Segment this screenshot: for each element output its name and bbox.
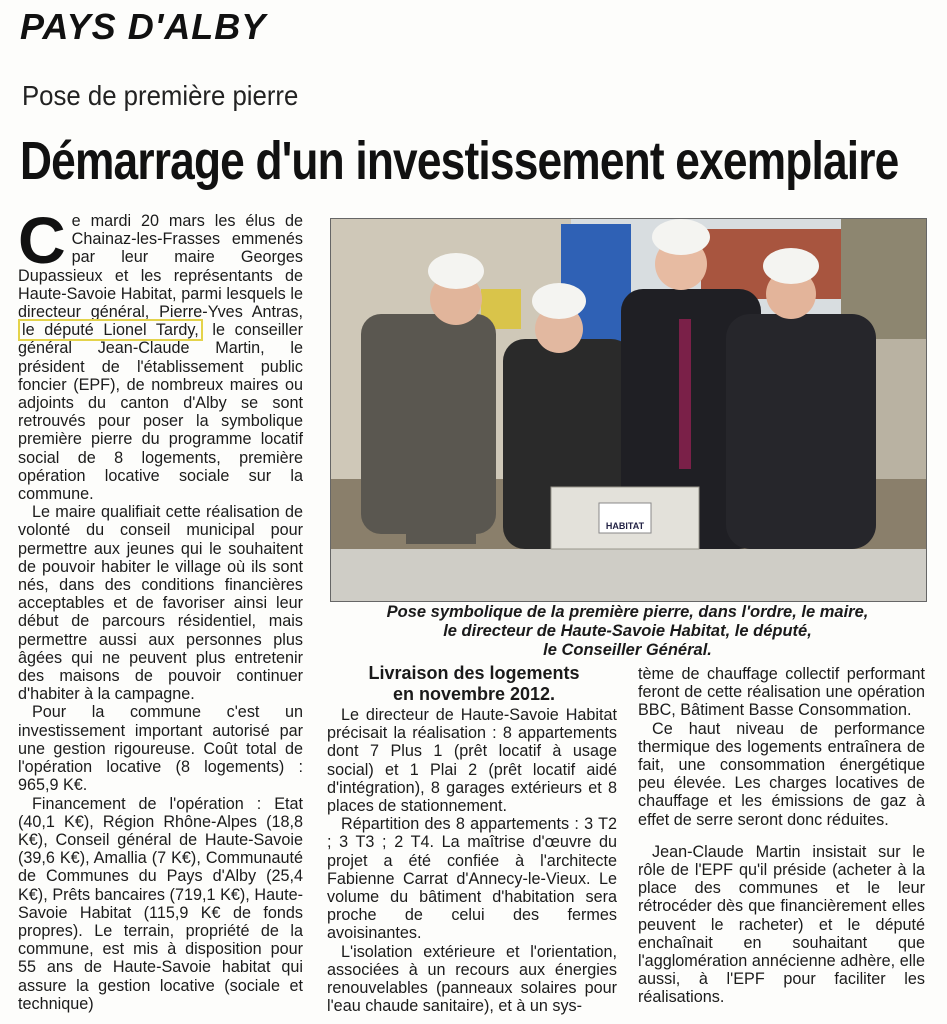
stone-label: HABITAT bbox=[605, 521, 645, 531]
paragraph: Le directeur de Haute-Savoie Habitat précisait la réalisation : 8 appartements dont 7 Plus 1 (prêt locatif à usage social) et 1 Plai 2 (prêt locatif aidé d'intégration), 8 garages extérieurs et 8 places de stationnement. bbox=[327, 706, 617, 816]
paragraph: L'isolation extérieure et l'orientation, associées à un recours aux énergies renouvelables (panneaux solaires pour l'eau chaude sanitaire), et à un sys- bbox=[327, 942, 617, 1016]
news-photo bbox=[330, 218, 927, 602]
paragraph: Répartition des 8 appartements : 3 T2 ; 3 T3 ; 2 T4. La maîtrise d'œuvre du projet a été confiée à l'architecte Fabienne Carrat d'Annecy-le-Vieux. Le volume du bâtiment d'habitation sera proche de celui des fermes avoisinantes. bbox=[327, 815, 617, 943]
section-title: PAYS D'ALBY bbox=[20, 6, 267, 47]
caption-line: Pose symbolique de la première pierre, dans l'ordre, le maire, bbox=[386, 603, 869, 621]
subhead-line: en novembre 2012. bbox=[392, 684, 556, 704]
paragraph-intro bbox=[18, 203, 303, 504]
paragraph: tème de chauffage collectif performant feront de cette réalisation une opération BBC, Bâtiment Basse Consommation. bbox=[638, 665, 925, 720]
caption-line: le Conseiller Général. bbox=[543, 641, 712, 659]
article-column-2 bbox=[327, 706, 617, 1015]
article-column-3 bbox=[638, 665, 925, 1007]
intro-text: e mardi 20 mars les élus de Chainaz-les-Frasses emmenés par leur maire Georges Dupassieux et les représentants de Haute-Savoie Habitat, parmi lesquels le directeur général, Pierre-Yves Antras, bbox=[18, 212, 303, 322]
article-headline: Démarrage d'un investissement exemplaire bbox=[20, 131, 899, 191]
photo-caption bbox=[330, 603, 925, 660]
article-kicker: Pose de première pierre bbox=[22, 80, 299, 111]
paragraph: Le maire qualifiait cette réalisation de volonté du conseil municipal pour permettre aux jeunes qui le souhaitent de pouvoir habiter le village où ils sont nés, dans des conditions financières acceptables et de favoriser ainsi leur début de parcours résidentiel, mais permettre aussi aux personnes plus âgées qui ne peuvent plus entretenir des maisons de pouvoir continuer d'habiter à la campagne. bbox=[18, 503, 303, 704]
section-subhead bbox=[340, 663, 608, 705]
paragraph: Jean-Claude Martin insistait sur le rôle de l'EPF qu'il préside (acheter à la place des communes et le leur rétrocéder dès que financièrement elles peuvent le racheter) et le député enchaînait en souhaitant que l'agglomération annécienne adhère, elle aussi, à l'EPF pour faciliter les réalisations. bbox=[638, 842, 925, 1007]
photo-illustration bbox=[331, 219, 926, 601]
paragraph: Financement de l'opération : Etat (40,1 K€), Région Rhône-Alpes (18,8 K€), Conseil général de Haute-Savoie (39,6 K€), Amallia (7 K€), Communauté de Communes du Pays d'Alby (25,4 K€), Prêts bancaires (719,1 K€), Haute-Savoie Habitat (115,9 K€ de fonds propres). Le terrain, propriété de la commune, est mis à disposition pour 55 ans de Haute-Savoie habitat qui assure la gestion locative (sociale et technique) bbox=[18, 794, 303, 1013]
drop-cap: C bbox=[18, 203, 66, 277]
highlighted-text: le député Lionel Tardy, bbox=[18, 319, 203, 341]
caption-line: le directeur de Haute-Savoie Habitat, le député, bbox=[443, 622, 812, 640]
intro-text-cont: le conseiller général Jean-Claude Martin, le président de l'établissement public foncier (EPF), de nombreux maires ou adjoints du canton d'Alby se sont retrouvés pour poser la symbolique première pierre du programme locatif social de 8 logements, première opération locative sociale sur la commune. bbox=[18, 321, 303, 504]
article-column-1 bbox=[18, 203, 303, 1013]
subhead-line: Livraison des logements bbox=[368, 663, 580, 683]
paragraph: Ce haut niveau de performance thermique des logements entraînera de fait, une consommation énergétique peu élevée. Les charges locatives de chauffage et les émissions de gaz à effet de serre seront donc réduites. bbox=[638, 719, 925, 829]
paragraph: Pour la commune c'est un investissement important autorisé par une gestion rigoureuse. Coût total de l'opération locative (8 logements) : 965,9 K€. bbox=[18, 703, 303, 795]
